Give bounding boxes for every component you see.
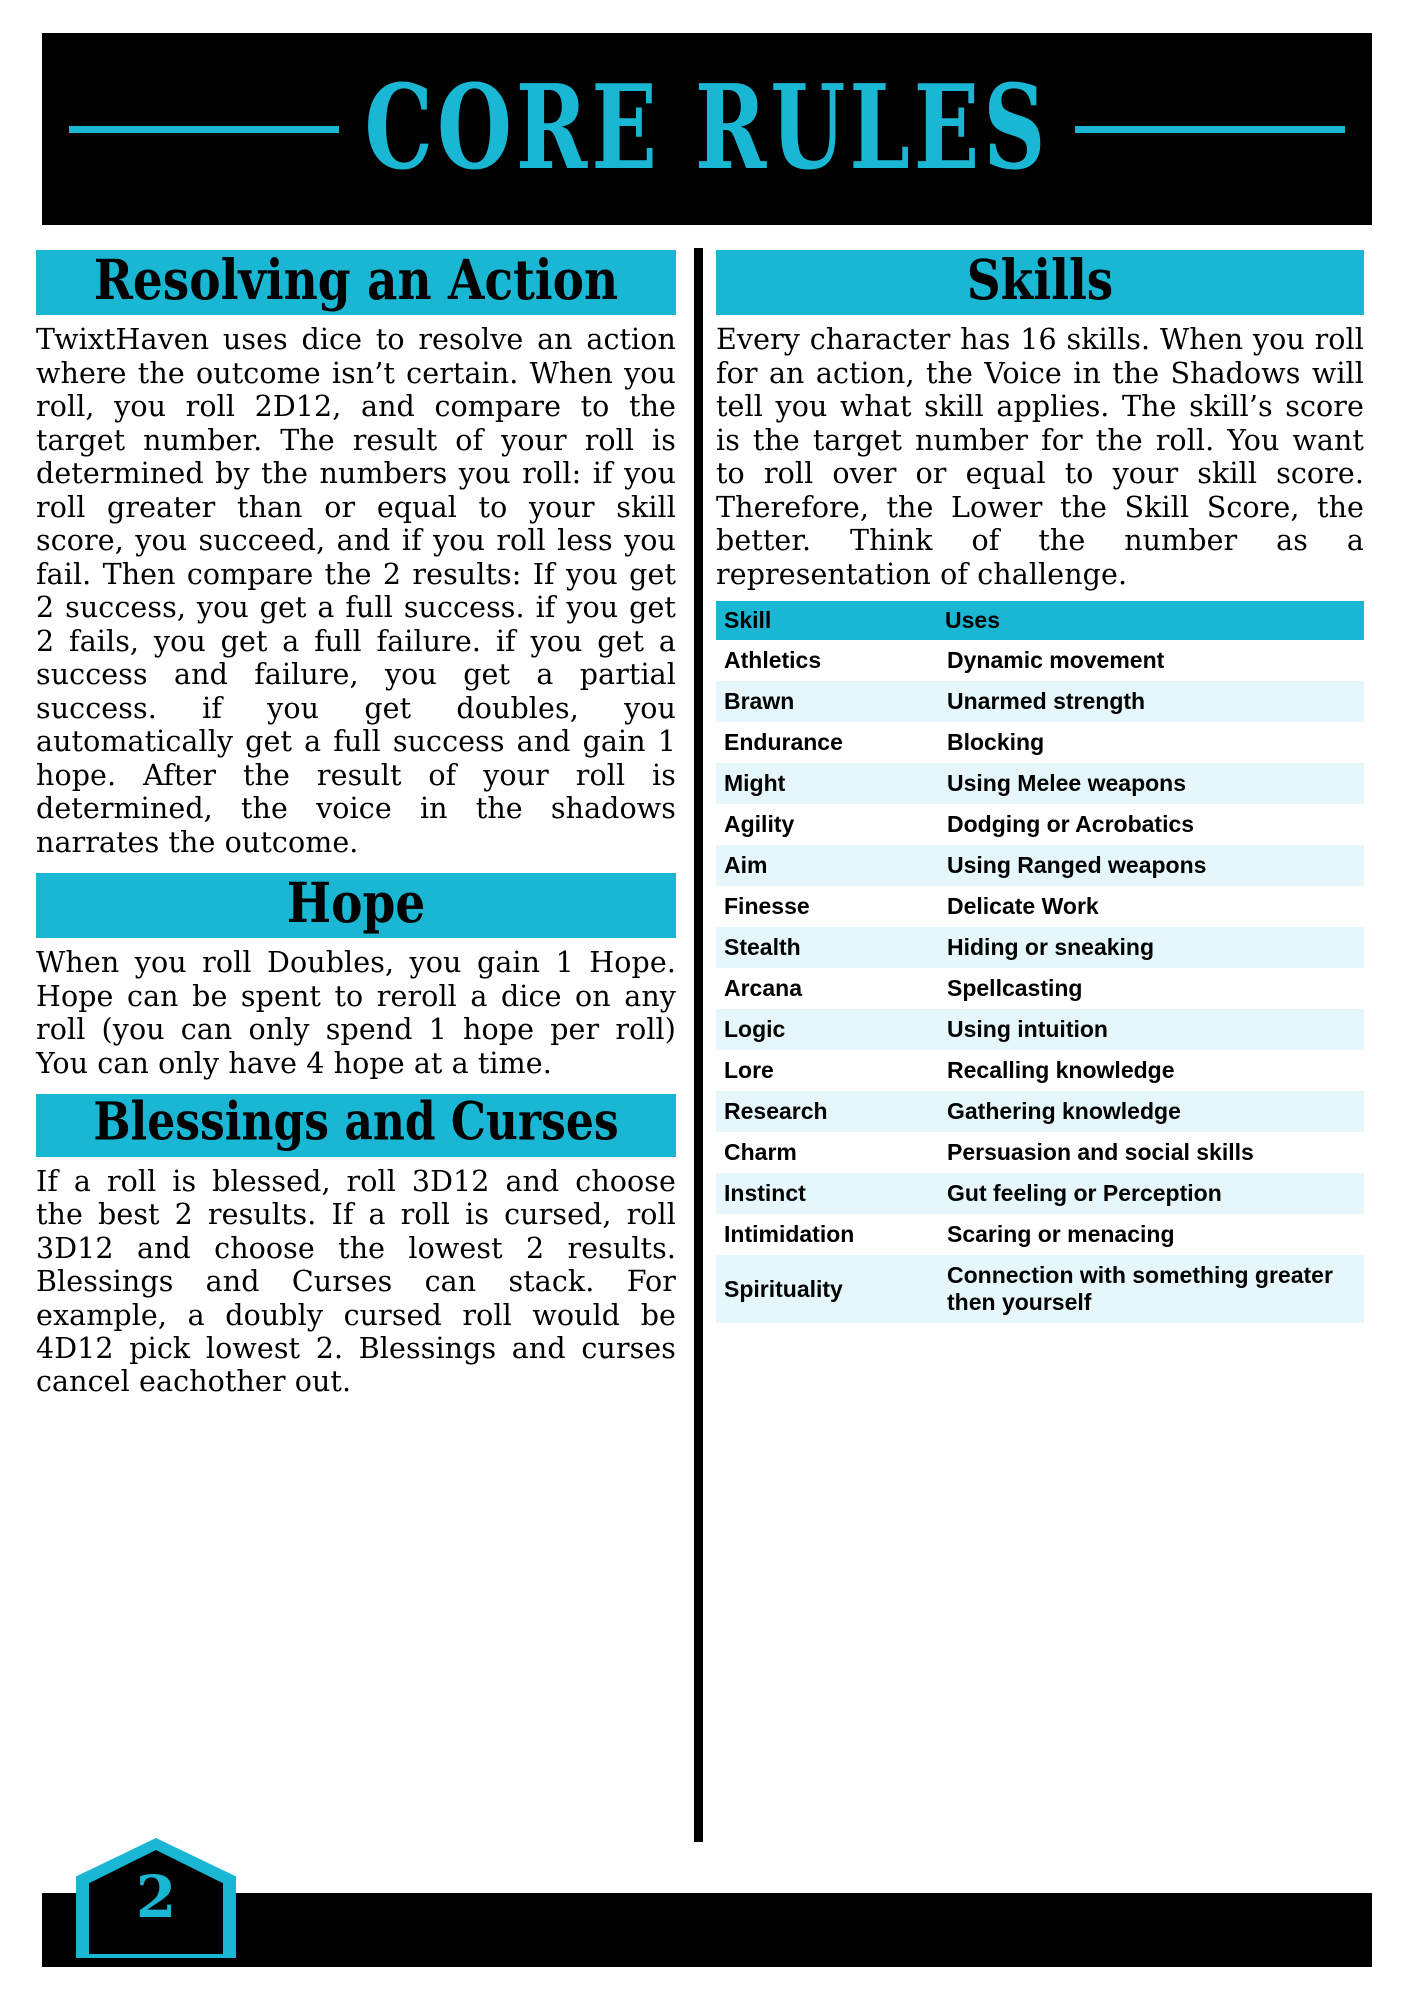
section-header-hope bbox=[36, 873, 676, 938]
skills-table-body bbox=[716, 640, 1364, 1323]
table-row bbox=[716, 1132, 1364, 1173]
section-title: Skills bbox=[966, 248, 1114, 313]
cell-skill: Finesse bbox=[716, 886, 937, 927]
table-row bbox=[716, 1173, 1364, 1214]
section-header-skills bbox=[716, 250, 1364, 315]
cell-uses: Using intuition bbox=[937, 1009, 1364, 1050]
section-title: Hope bbox=[286, 871, 426, 937]
cell-skill: Endurance bbox=[716, 722, 937, 763]
cell-uses: Persuasion and social skills bbox=[937, 1132, 1364, 1173]
skills-table-head bbox=[716, 601, 1364, 640]
cell-skill: Research bbox=[716, 1091, 937, 1132]
cell-uses: Spellcasting bbox=[937, 968, 1364, 1009]
cell-uses: Scaring or menacing bbox=[937, 1214, 1364, 1255]
cell-uses: Unarmed strength bbox=[937, 681, 1364, 722]
table-row bbox=[716, 722, 1364, 763]
cell-skill: Spirituality bbox=[716, 1255, 937, 1323]
cell-uses: Using Ranged weapons bbox=[937, 845, 1364, 886]
cell-uses: Blocking bbox=[937, 722, 1364, 763]
cell-skill: Intimidation bbox=[716, 1214, 937, 1255]
cell-skill: Might bbox=[716, 763, 937, 804]
section-title: Blessings and Curses bbox=[93, 1092, 619, 1153]
section-body-blessings-and-curses: If a roll is blessed, roll 3D12 and choose the best 2 results. If a roll is cursed, roll 3D12 and choose the lowest 2 results. Blessings and Curses can stack. For example, a doubly cursed roll would be 4D12 pick lowest 2. Blessings and curses cancel eachother out. bbox=[36, 1164, 676, 1399]
cell-uses: Connection with something greater then yourself bbox=[937, 1255, 1364, 1323]
table-row bbox=[716, 1255, 1364, 1323]
cell-skill: Arcana bbox=[716, 968, 937, 1009]
cell-skill: Lore bbox=[716, 1050, 937, 1091]
cell-skill: Aim bbox=[716, 845, 937, 886]
left-column bbox=[36, 250, 676, 1413]
cell-uses: Dynamic movement bbox=[937, 640, 1364, 681]
cell-uses: Gathering knowledge bbox=[937, 1091, 1364, 1132]
header-inner bbox=[42, 60, 1372, 197]
table-header-row bbox=[716, 601, 1364, 640]
cell-uses: Using Melee weapons bbox=[937, 763, 1364, 804]
column-divider bbox=[694, 248, 703, 1842]
table-row bbox=[716, 1091, 1364, 1132]
section-header-resolving-an-action bbox=[36, 250, 676, 315]
cell-skill: Athletics bbox=[716, 640, 937, 681]
table-row bbox=[716, 1050, 1364, 1091]
cell-uses: Recalling knowledge bbox=[937, 1050, 1364, 1091]
page-number: 2 bbox=[135, 1863, 177, 1931]
table-row bbox=[716, 927, 1364, 968]
table-row bbox=[716, 1214, 1364, 1255]
section-body-resolving-an-action: TwixtHaven uses dice to resolve an action where the outcome isn’t certain. When you roll, you roll 2D12, and compare to the target number. The result of your roll is determined by the numbers you roll: if you roll greater than or equal to your skill score, you succeed, and if you roll less you fail. Then compare the 2 results: If you get 2 success, you get a full success. if you get 2 fails, you get a full failure. if you get a success and failure, you get a partial success. if you get doubles, you automatically get a full success and gain 1 hope. After the result of your roll is determined, the voice in the shadows narrates the outcome. bbox=[36, 323, 676, 859]
page-number-badge bbox=[76, 1838, 236, 1958]
table-row bbox=[716, 763, 1364, 804]
footer-bar bbox=[42, 1893, 1372, 1967]
cell-uses: Delicate Work bbox=[937, 886, 1364, 927]
skills-table bbox=[716, 601, 1364, 1323]
cell-skill: Stealth bbox=[716, 927, 937, 968]
cell-skill: Instinct bbox=[716, 1173, 937, 1214]
section-title: Resolving an Action bbox=[93, 248, 619, 313]
section-body-hope: When you roll Doubles, you gain 1 Hope. Hope can be spent to reroll a dice on any roll (you can only spend 1 hope per roll) You can only have 4 hope at a time. bbox=[36, 946, 676, 1080]
cell-uses: Dodging or Acrobatics bbox=[937, 804, 1364, 845]
cell-uses: Hiding or sneaking bbox=[937, 927, 1364, 968]
cell-skill: Logic bbox=[716, 1009, 937, 1050]
page-header-banner bbox=[42, 33, 1372, 225]
table-row bbox=[716, 640, 1364, 681]
column-header-uses: Uses bbox=[937, 601, 1364, 640]
table-row bbox=[716, 681, 1364, 722]
right-column bbox=[716, 250, 1364, 1323]
table-row bbox=[716, 968, 1364, 1009]
page-title: CORE RULES bbox=[364, 60, 1050, 197]
table-row bbox=[716, 886, 1364, 927]
header-rule-left bbox=[69, 126, 339, 133]
table-row bbox=[716, 845, 1364, 886]
cell-skill: Agility bbox=[716, 804, 937, 845]
section-header-blessings-and-curses bbox=[36, 1094, 676, 1156]
cell-skill: Brawn bbox=[716, 681, 937, 722]
cell-uses: Gut feeling or Perception bbox=[937, 1173, 1364, 1214]
header-rule-right bbox=[1075, 126, 1345, 133]
cell-skill: Charm bbox=[716, 1132, 937, 1173]
column-header-skill: Skill bbox=[716, 601, 937, 640]
section-body-skills: Every character has 16 skills. When you roll for an action, the Voice in the Shadows will tell you what skill applies. The skill’s score is the target number for the roll. You want to roll over or equal to your skill score. Therefore, the Lower the Skill Score, the better. Think of the number as a representation of challenge. bbox=[716, 323, 1364, 591]
table-row bbox=[716, 804, 1364, 845]
table-row bbox=[716, 1009, 1364, 1050]
